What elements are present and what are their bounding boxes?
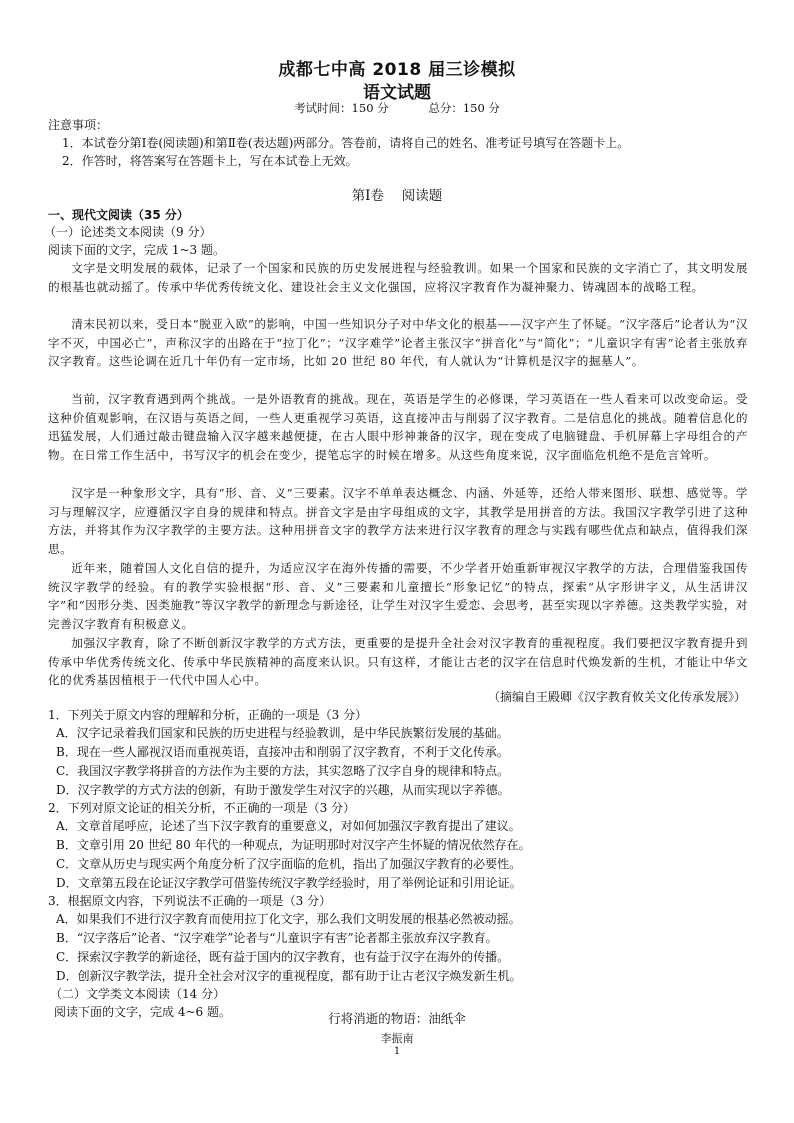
passage-paragraph-2: 清末民初以来，受日本“脱亚入欧”的影响，中国一些知识分子对中华文化的根基——汉字产生了怀疑。“汉字落后”论者认为“汉字不灭，中国必亡”，声称汉字的出路在于“拉丁化”；“汉字难学”论者主张汉字“拼音化”与“简化”；“儿童识字有害”论者主张放弃汉字教育。这些论调在近几十年仍有一定市场，比如 20 世纪 80 年代，有人就认为“计算机是汉字的掘墓人”。 — [48, 317, 748, 369]
passage-paragraph-3: 当前，汉字教育遇到两个挑战。一是外语教育的挑战。现在，英语是学生的必修课，学习英语在一些人看来可以改变命运。受这种价值观影响，在汉语与英语之间，一些人更重视学习英语，这直接冲击与削弱了汉字教育。二是信息化的挑战。随着信息化的迅猛发展，人们通过敲击键盘输入汉字越来越便捷，在古人眼中形神兼备的汉字，现在变成了电脑键盘、手机屏幕上字母组合的产物。在日常工作生活中，书写汉字的机会在变少，提笔忘字的时候在增多。从这些角度来说，汉字面临危机绝不是危言耸听。 — [48, 392, 748, 463]
question-3-option-c: C．探索汉字教学的新途径，既有益于国内的汉字教育，也有益于汉字在海外的传播。 — [56, 950, 510, 964]
question-1-option-d: D．汉字教学的方式方法的创新，有助于激发学生对汉字的兴趣，从而实现以字养德。 — [56, 783, 510, 797]
question-1-option-b: B．现在一些人鄙视汉语而重视英语，直接冲击和削弱了汉字教育，不利于文化传承。 — [56, 745, 509, 759]
article-author: 李振南 — [380, 1032, 414, 1045]
question-1-option-a: A．汉字记录着我们国家和民族的历史进程与经验教训，是中华民族繁衍发展的基础。 — [56, 726, 509, 740]
exam-meta — [0, 100, 794, 116]
question-2-option-b: B．文章引用 20 世纪 80 年代的一种观点，为证明那时对汉字产生怀疑的情况依然存在。 — [56, 838, 531, 852]
passage-source: （摘编自王殿卿《汉字教育攸关文化传承发展》） — [487, 690, 746, 704]
question-1-option-c: C．我国汉字教学将拼音的方法作为主要的方法，其实忽略了汉字自身的规律和特点。 — [56, 764, 510, 778]
question-2-option-d: D．文章第五段在论证汉字教学可借鉴传统汉字教学经验时，用了举例论证和引用论证。 — [56, 876, 522, 890]
question-2-option-a: A．文章首尾呼应，论述了当下汉字教育的重要意义，对如何加强汉字教育提出了建议。 — [56, 819, 521, 833]
reading-instruction-2: 阅读下面的文字，完成 4~6 题。 — [54, 1005, 231, 1019]
notice-item-2: 2．作答时，将答案写在答题卡上，写在本试卷上无效。 — [62, 154, 358, 168]
exam-subject-title: 语文试题 — [363, 83, 431, 103]
part1-heading: 第Ⅰ卷 阅读题 — [351, 188, 443, 204]
reading-instruction-1: 阅读下面的文字，完成 1~3 题。 — [48, 243, 225, 257]
article-title: 行将消逝的物语：油纸伞 — [328, 1011, 466, 1026]
total-score: 总分：150 分 — [428, 101, 500, 115]
question-3-option-a: A．如果我们不进行汉字教育而使用拉丁化文字，那么我们文明发展的根基必然被动摇。 — [56, 912, 521, 926]
passage-paragraph-4: 汉字是一种象形文字，具有“形、音、义”三要素。汉字不单单表达概念、内涵、外延等，还给人带来图形、联想、感觉等。学习与理解汉字，应遵循汉字自身的规律和特点。拼音文字是由字母组成的文字，其教学是用拼音的方法。我国汉字教学引进了这种方法，并将其作为汉字教学的主要方法。这种用拼音文字的教学方法来进行汉字教育的理念与实践有哪些优点和缺点，值得我们深思。 — [48, 486, 748, 557]
passage-paragraph-5: 近年来，随着国人文化自信的提升，为适应汉字在海外传播的需要，不少学者开始重新审视汉字教学的方法，合理借鉴我国传统汉字教学的经验。有的教学实验根据“形、音、义”三要素和儿童擅长“形象记忆”的特点，探索“从字形讲字义，从生活讲汉字”和“因形分类、因类施教”等汉字教学的新理念与新途径，让学生对汉字生爱恋、会思考，甚至实现以字养德。这类教学实验，对完善汉字教育有积极意义。 — [48, 561, 748, 632]
notice-item-1: 1．本试卷分第Ⅰ卷(阅读题)和第Ⅱ卷(表达题)两部分。答卷前，请将自己的姓名、准考证号填写在答题卡上。 — [62, 136, 630, 150]
notice-heading: 注意事项： — [48, 118, 109, 132]
passage-paragraph-1: 文字是文明发展的载体，记录了一个国家和民族的历史发展进程与经验教训。如果一个国家和民族的文字消亡了，其文明发展的根基也就动摇了。传承中华优秀传统文化、建设社会主义文化强国，应将汉字教育作为凝神聚力、铸魂固本的战略工程。 — [48, 261, 748, 294]
subsection-heading-literary: （二）文学类文本阅读（14 分） — [50, 987, 226, 1001]
exam-title: 成都七中高 2018 届三诊模拟 — [278, 60, 516, 80]
question-2-stem: 2．下列对原文论证的相关分析，不正确的一项是（3 分） — [48, 801, 356, 815]
subsection-heading-argumentative: （一）论述类文本阅读（9 分） — [44, 225, 212, 239]
question-3-option-d: D．创新汉字教学法，提升全社会对汉字的重视程度，都有助于让古老汉字焕发新生机。 — [56, 969, 522, 983]
exam-time: 考试时间：150 分 — [294, 101, 389, 115]
question-2-option-c: C．文章从历史与现实两个角度分析了汉字面临的危机，指出了加强汉字教育的必要性。 — [56, 857, 522, 871]
section-heading-modern-reading: 一、现代文阅读（35 分） — [48, 208, 189, 222]
passage-paragraph-6: 加强汉字教育，除了不断创新汉字教学的方式方法，更重要的是提升全社会对汉字教育的重视程度。我们要把汉字教育提升到传承中华优秀传统文化、传承中华民族精神的高度来认识。只有这样，才能让古老的汉字在信息时代焕发新的生机，才能让中华文化的优秀基因植根于一代代中国人心中。 — [48, 636, 748, 688]
page-number: 1 — [393, 1046, 401, 1057]
question-3-stem: 3．根据原文内容，下列说法不正确的一项是（3 分） — [48, 894, 332, 908]
question-1-stem: 1．下列关于原文内容的理解和分析，正确的一项是（3 分） — [48, 708, 368, 722]
question-3-option-b: B．“汉字落后”论者、“汉字难学”论者与“儿童识字有害”论者都主张放弃汉字教育。 — [56, 931, 498, 945]
